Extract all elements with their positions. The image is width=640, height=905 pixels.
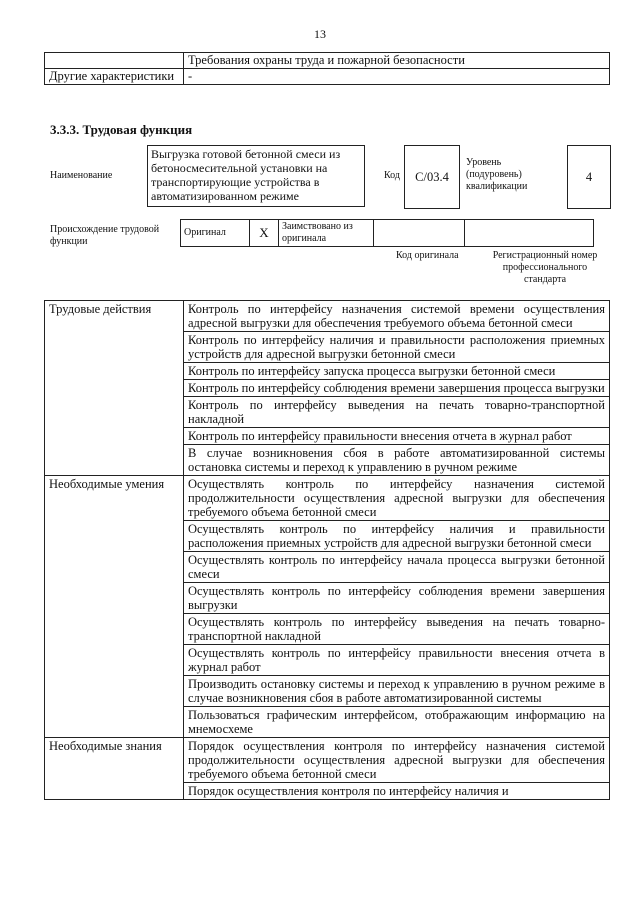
level-box: 4 xyxy=(567,145,611,209)
origin-table xyxy=(180,219,594,247)
top-table-row1-value: Требования охраны труда и пожарной безопасности xyxy=(184,53,610,69)
group-label: Необходимые знания xyxy=(45,738,184,800)
group-item: Порядок осуществления контроля по интерфейсу наличия и xyxy=(184,783,610,800)
top-table xyxy=(44,52,610,85)
table-row xyxy=(45,301,610,332)
group-item: Контроль по интерфейсу соблюдения времени завершения процесса выгрузки xyxy=(184,380,610,397)
group-label: Трудовые действия xyxy=(45,301,184,476)
code-box: С/03.4 xyxy=(404,145,460,209)
table-row xyxy=(45,738,610,783)
group-item: Осуществлять контроль по интерфейсу наличия и правильности расположения приемных устройств для адресной выгрузки бетонной смеси xyxy=(184,521,610,552)
group-item: Осуществлять контроль по интерфейсу правильности внесения отчета в журнал работ xyxy=(184,645,610,676)
page-number: 13 xyxy=(314,27,326,41)
group-item: Осуществлять контроль по интерфейсу начала процесса выгрузки бетонной смеси xyxy=(184,552,610,583)
top-table-empty-cell xyxy=(45,53,184,69)
name-label: Наименование xyxy=(50,170,113,181)
level-label: Уровень (подуровень) квалификации xyxy=(466,157,528,192)
group-item: Порядок осуществления контроля по интерфейсу назначения системой продолжительности осуществления адресной выгрузки для обеспечения требуемого объема бетонной смеси xyxy=(184,738,610,783)
section-title: 3.3.3. Трудовая функция xyxy=(50,122,193,137)
original-cell: Оригинал xyxy=(181,220,250,247)
main-table xyxy=(44,300,610,800)
table-row xyxy=(45,476,610,521)
code-label: Код xyxy=(384,170,400,181)
top-table-row2-value: - xyxy=(184,69,610,85)
function-name-box: Выгрузка готовой бетонной смеси из бетоносмесительной установки на транспортирующие устройства в автоматизированном режиме xyxy=(147,145,365,207)
code-original-cell xyxy=(374,220,465,247)
origin-label: Происхождение трудовой функции xyxy=(50,224,160,247)
group-item: Контроль по интерфейсу запуска процесса выгрузки бетонной смеси xyxy=(184,363,610,380)
group-item: Контроль по интерфейсу наличия и правильности расположения приемных устройств для адресной выгрузки бетонной смеси xyxy=(184,332,610,363)
group-item: Контроль по интерфейсу назначения системой времени осуществления адресной выгрузки для обеспечения требуемого объема бетонной смеси xyxy=(184,301,610,332)
group-item: Осуществлять контроль по интерфейсу соблюдения времени завершения выгрузки xyxy=(184,583,610,614)
top-table-row2-label: Другие характеристики xyxy=(45,69,184,85)
group-item: В случае возникновения сбоя в работе автоматизированной системы остановка системы и переход к управлению в ручном режиме xyxy=(184,445,610,476)
group-item: Осуществлять контроль по интерфейсу выведения на печать товарно-транспортной накладной xyxy=(184,614,610,645)
group-item: Осуществлять контроль по интерфейсу назначения системой продолжительности осуществления адресной выгрузки для обеспечения требуемого объема бетонной смеси xyxy=(184,476,610,521)
borrowed-cell: Заимствовано из оригинала xyxy=(279,220,374,247)
code-original-label: Код оригинала xyxy=(396,250,459,261)
group-item: Контроль по интерфейсу правильности внесения отчета в журнал работ xyxy=(184,428,610,445)
group-item: Пользоваться графическим интерфейсом, отображающим информацию на мнемосхеме xyxy=(184,707,610,738)
group-item: Контроль по интерфейсу выведения на печать товарно-транспортной накладной xyxy=(184,397,610,428)
original-mark: X xyxy=(250,220,279,247)
reg-number-cell xyxy=(465,220,594,247)
reg-number-label: Регистрационный номер профессионального стандарта xyxy=(492,250,598,285)
group-label: Необходимые умения xyxy=(45,476,184,738)
group-item: Производить остановку системы и переход к управлению в ручном режиме в случае возникновения сбоя в работе автоматизированной системы xyxy=(184,676,610,707)
